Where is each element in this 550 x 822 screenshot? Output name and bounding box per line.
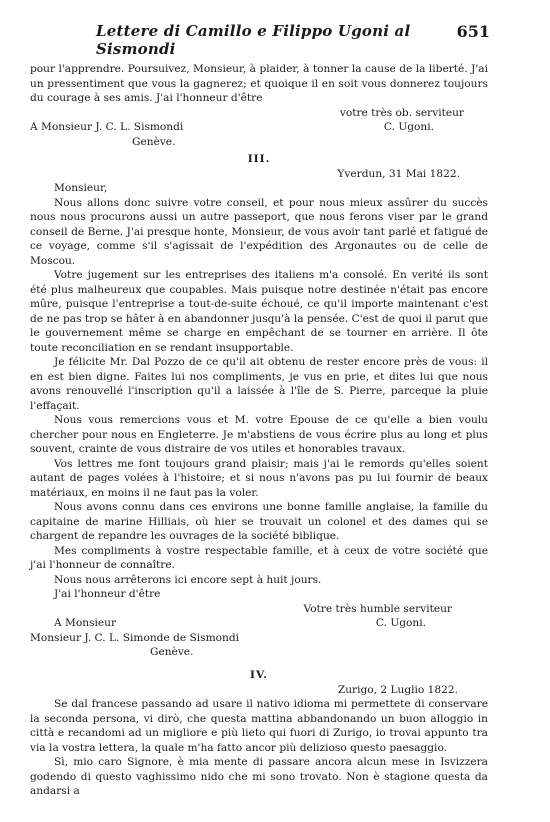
- closing-row: [30, 106, 488, 121]
- addressee: A Monsieur: [54, 617, 117, 629]
- letter-3: [30, 152, 488, 660]
- signature: C. Ugoni.: [375, 617, 426, 629]
- addressee: A Monsieur J. C. L. Sismondi: [30, 121, 184, 133]
- closing-formula: Votre très humble serviteur: [303, 602, 452, 615]
- letter-4: [30, 668, 488, 799]
- running-header: [96, 22, 490, 58]
- paragraph: Nous vous remercions vous et M. votre Epouse de ce qu'elle a bien voulu chercher pour nous en Engleterre. Je m'abstiens de vous écrire plus au long et plus souvent, crainte de vous distraire de vos utiles et honorables travaux.: [30, 414, 488, 455]
- closing-formula: votre très ob. serviteur: [339, 106, 464, 119]
- addressee-row: [30, 120, 488, 135]
- addressee-row: [30, 616, 488, 631]
- closing-row: [30, 602, 488, 617]
- dateline-row: [30, 683, 488, 698]
- paragraph: Sì, mio caro Signore, è mia mente di passare ancora alcun mese in Isvizzera godendo di questo vaghissimo nido che mi sono trovato. Non è stagione questa da andarsi a: [30, 756, 488, 797]
- paragraph: Votre jugement sur les entreprises des italiens m'a consolé. En verité ils sont été plus malheureux que coupables. Mais puisque notre destinée n'était pas encore mûre, puisque l'entreprise a tout-de-suite échoué, ce qu'il importe maintenant c'est de ne pas trop se hâter à en abandonner jusqu'à la pensée. C'est de quoi il parut que le gouvernement même se charge en empêchant de se tourner en arrière. Il ôte toute reconciliation en se rendant insupportable.: [30, 269, 488, 354]
- salutation: Monsieur,: [54, 182, 108, 194]
- city: Genève.: [132, 135, 176, 148]
- signature: C. Ugoni.: [383, 121, 434, 133]
- honneur-line: J'ai l'honneur d'être: [54, 588, 161, 600]
- city-row: [30, 645, 488, 660]
- paragraph: Nous avons connu dans ces environs une bonne famille anglaise, la famille du capitaine de marine Hilliais, où hier se trouvait un colonel et des dames qui se chargent de repandre les ouvrages de la société biblique.: [30, 501, 488, 542]
- page-number: 651: [456, 22, 490, 41]
- dateline-row: [30, 167, 488, 182]
- paragraph: Vos lettres me font toujours grand plaisir; mais j'ai le remords qu'elles soient autant de pages volées à l'histoire; et si nous n'avons pas pu lui fournir de beaux matériaux, en moins il ne faut pas la voler.: [30, 457, 488, 499]
- dateline: Zurigo, 2 Luglio 1822.: [337, 683, 458, 696]
- city-row: [30, 135, 488, 150]
- dateline: Yverdun, 31 Mai 1822.: [337, 167, 460, 180]
- city: Genève.: [150, 646, 194, 658]
- addressee-row: [30, 631, 488, 646]
- paragraph: Mes compliments à vostre respectable famille, et à ceux de votre société que j'ai l'honneur de connaître.: [30, 544, 488, 571]
- letter-2-ending: [30, 62, 488, 149]
- letter-number: III.: [247, 153, 271, 165]
- paragraph: Nous nous arrêterons ici encore sept à huit jours.: [54, 573, 322, 586]
- paragraph: Se dal francese passando ad usare il nativo idioma mi permettete di conservare la seconda persona, vi dirò, che questa mattina abbandonando un buon alloggio in città e recandomi ad un migliore e più lieto qui fuori di Zurigo, io trovai appunto tra via la vostra lettera, la quale m'ha fatto ancor più delizioso questo paesaggio.: [30, 698, 488, 754]
- letter-number: IV.: [249, 669, 268, 681]
- paragraph: Nous allons donc suivre votre conseil, et pour nous mieux assûrer du succès nous nous procurons aussi un autre passeport, que nous ferons viser par le grand conseil de Berne. J'ai presque honte, Monsieur, de vous avoir tant parlé et fatigué de ce voyage, comme s'il s'agissait de l'expédition des Argonautes ou de celle de Moscou.: [30, 196, 488, 267]
- running-title: Lettere di Camillo e Filippo Ugoni al Sismondi: [96, 22, 411, 58]
- paragraph: pour l'apprendre. Poursuivez, Monsieur, à plaider, à tonner la cause de la liberté. J'ai un pressentiment que vous la gagnerez; et quoique il en soit vous donnerez toujours du courage à ses amis. J'ai l'honneur d'être: [30, 63, 488, 104]
- paragraph: Je félicite Mr. Dal Pozzo de ce qu'il ait obtenu de rester encore près de vous: il en est bien digne. Faites lui nos compliments, je vus en prie, et dites lui que nous avons renouvellé l'inscription qu'il a laissée à l'île de S. Pierre, parceque la pluie l'effaçait.: [30, 356, 488, 412]
- addressee: Monsieur J. C. L. Simonde de Sismondi: [30, 631, 240, 644]
